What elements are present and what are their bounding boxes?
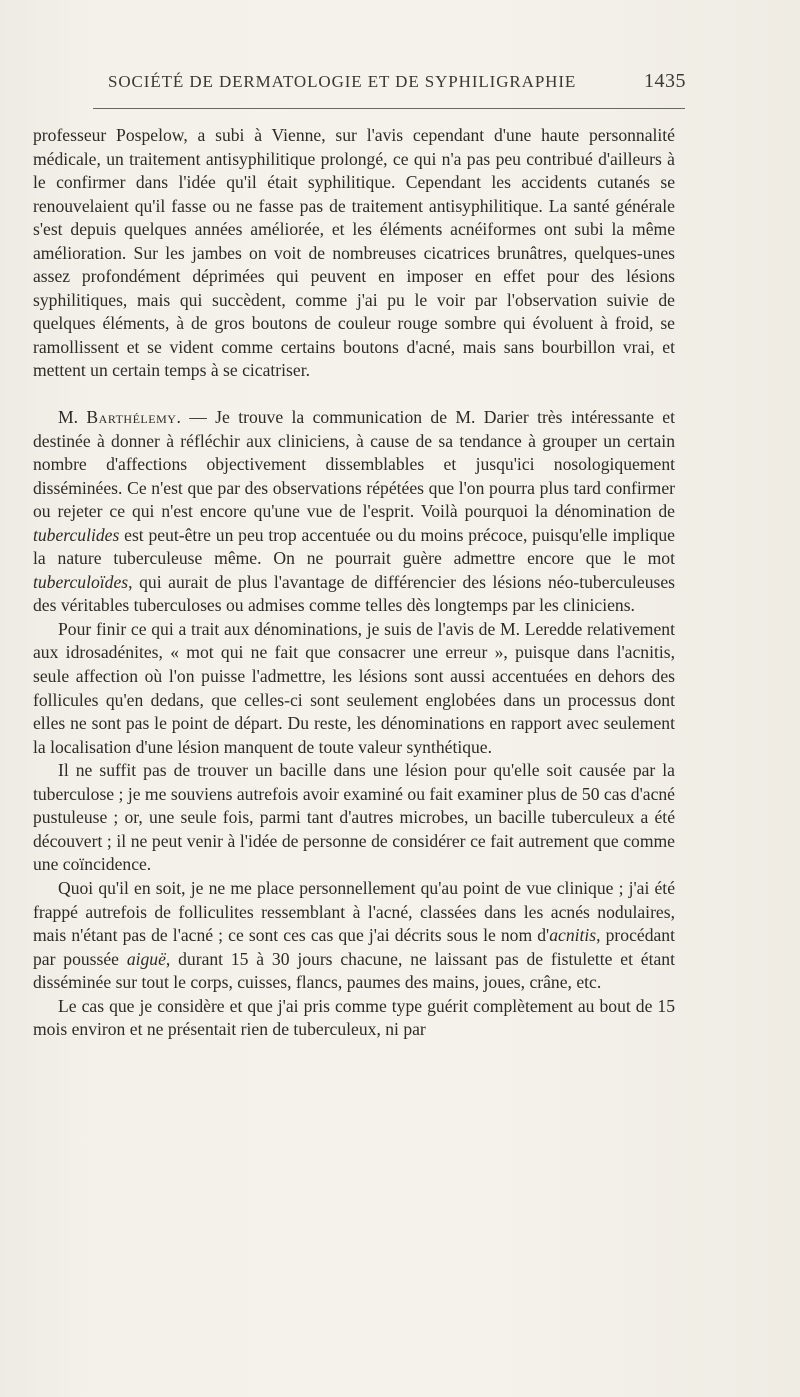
paragraph-text: est peut-être un peu trop accentuée ou du moins précoce, puisqu'elle implique la nature tuberculeuse même. On ne pourrait guère admettre encore que le mot — [33, 524, 675, 569]
page-number: 1435 — [644, 70, 686, 92]
italic-term: acnitis — [549, 925, 597, 946]
paragraph-clinique — [33, 877, 675, 995]
paragraph-text: , procédant par poussée — [33, 925, 675, 969]
speaker-name: Barthélemy — [86, 407, 177, 428]
paragraph-text: , durant 15 à 30 jours chacune, ne laissant pas de fistulette et étant disséminée sur tout le corps, cuisses, flancs, paumes des mains, joues, crâne, etc. — [33, 948, 675, 993]
paragraph-text: . — Je trouve la communication de M. Darier très intéressante et destinée à donner à réfléchir aux cliniciens, à cause de sa tendance à grouper un certain nombre d'affections objectivement dissemblables et jusqu'ici nosologiquement disséminées. Ce n'est que par des observations répétées que l'on pourra plus tard confirmer ou rejeter ce qui n'est encore qu'une vue de l'esprit. Voilà pourquoi la dénomination de — [33, 407, 675, 522]
paragraph-continuation: professeur Pospelow, a subi à Vienne, sur l'avis cependant d'une haute personnalité médicale, un traitement antisyphilitique prolongé, ce qui n'a pas peu contribué d'ailleurs à le confirmer dans l'idée qu'il était syphilitique. Cependant les accidents cutanés se renouvelaient qu'il fasse ou ne fasse pas de traitement antisyphilitique. La santé générale s'est depuis quelques années améliorée, et les éléments acnéiformes ont subi la même amélioration. Sur les jambes on voit de nombreuses cicatrices brunâtres, quelques-unes assez profondément déprimées qui peuvent en imposer en effet pour des lésions syphilitiques, mais qui succèdent, comme j'ai pu le voir par l'observation suivie de quelques éléments, à de gros boutons de couleur rouge sombre qui évoluent à froid, se ramollissent et se vident comme certains boutons d'acné, mais sans bourbillon vrai, et mettent un certain temps à se cicatriser. — [33, 125, 675, 381]
paragraph-text: Quoi qu'il en soit, je ne me place personnellement qu'au point de vue clinique ; j'ai été frappé autrefois de folliculites ressemblant à l'acné, classées dans les acnés nodulaires, mais n'étant pas de l'acné ; ce sont ces cas que j'ai décrits sous le nom d' — [33, 877, 675, 946]
paragraph-cas-type: Le cas que je considère et que j'ai pris comme type guérit complètement au bout de 15 mois environ et ne présentait rien de tuberculeux, ni par — [33, 995, 675, 1040]
header-rule — [93, 108, 685, 109]
page-header — [108, 70, 686, 94]
body-text — [33, 124, 675, 1042]
running-title: SOCIÉTÉ DE DERMATOLOGIE ET DE SYPHILIGRAPHIE — [108, 72, 577, 91]
paragraph-bacille: Il ne suffit pas de trouver un bacille dans une lésion pour qu'elle soit causée par la tuberculose ; je me souviens autrefois avoir examiné ou fait examiner plus de 50 cas d'acné pustuleuse ; or, une seule fois, parmi tant d'autres microbes, un bacille tuberculeux a été découvert ; il ne peut venir à l'idée de personne de considérer ce fait autrement que comme une coïncidence. — [33, 760, 675, 875]
italic-term: aiguë — [126, 948, 166, 969]
italic-term: tuberculoïdes — [33, 571, 129, 592]
speaker-prefix: M. — [58, 407, 87, 428]
paragraph-barthelemy — [33, 406, 675, 618]
paragraph-denominations: Pour finir ce qui a trait aux dénominations, je suis de l'avis de M. Leredde relativement aux idrosadénites, « mot qui ne fait que consacrer une erreur », puisque dans l'acnitis, seule affection où l'on puisse l'admettre, les lésions sont aussi accentuées en dehors des follicules qu'en dedans, que celles-ci sont seulement englobées dans un processus dont elles ne sont pas le point de départ. Du reste, les dénominations en rapport avec seulement la localisation d'une lésion manquent de toute valeur synthétique. — [33, 618, 675, 757]
italic-term: tuberculides — [33, 524, 120, 545]
paragraph-text: , qui aurait de plus l'avantage de différencier des lésions néo-tuberculeuses des véritables tuberculoses ou admises comme telles dès longtemps par les cliniciens. — [33, 571, 675, 616]
